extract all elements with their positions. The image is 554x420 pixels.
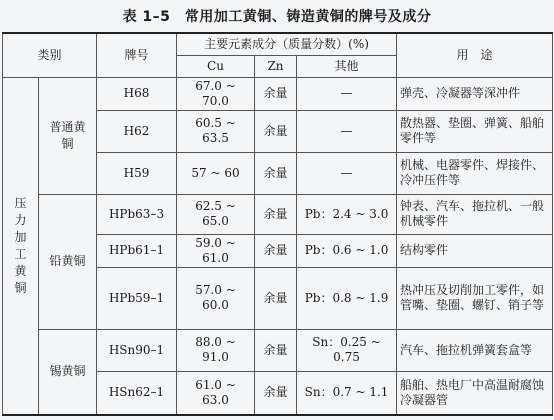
- usage-cell: 弹壳、冷凝器等深冲件: [397, 77, 553, 110]
- usage-cell: 结构零件: [397, 234, 553, 267]
- zn-cell: 余量: [255, 110, 297, 152]
- subgroup-tin: 锡黄铜: [39, 329, 97, 415]
- grade-cell: HPb61–1: [97, 234, 177, 267]
- other-cell: Sn：0.25 ~ 0.75: [297, 329, 397, 371]
- cu-cell: 67.0 ~ 70.0: [177, 77, 255, 110]
- cu-cell: 59.0 ~ 61.0: [177, 234, 255, 267]
- grade-cell: H68: [97, 77, 177, 110]
- zn-cell: 余量: [255, 371, 297, 415]
- header-cu: Cu: [177, 55, 255, 77]
- zn-cell: 余量: [255, 267, 297, 329]
- grade-cell: H62: [97, 110, 177, 152]
- table-caption: 表 1–5 常用加工黄铜、铸造黄铜的牌号及成分: [122, 9, 432, 25]
- usage-cell: 机械、电器零件、焊接件、冷冲压件等: [397, 152, 553, 194]
- header-category: 类别: [3, 33, 97, 77]
- usage-cell: 散热器、垫圈、弹簧、船舶零件等: [397, 110, 553, 152]
- group-label: [3, 77, 39, 415]
- subgroup-ordinary-text: 普通黄 铜: [49, 119, 86, 151]
- cu-cell: 60.5 ~ 63.5: [177, 110, 255, 152]
- other-cell: —: [297, 110, 397, 152]
- grade-cell: HSn90–1: [97, 329, 177, 371]
- cu-cell: 57.0 ~ 60.0: [177, 267, 255, 329]
- table-row: [3, 329, 553, 371]
- usage-cell: 汽车、拖拉机弹簧套盒等: [397, 329, 553, 371]
- grade-cell: HSn62–1: [97, 371, 177, 415]
- brass-grades-table: [2, 32, 553, 416]
- subgroup-ordinary: [39, 77, 97, 194]
- usage-cell: 船舶、热电厂中高温耐腐蚀冷凝器管: [397, 371, 553, 415]
- grade-cell: HPb63–3: [97, 194, 177, 234]
- subgroup-lead: 铅黄铜: [39, 194, 97, 329]
- zn-cell: 余量: [255, 234, 297, 267]
- zn-cell: 余量: [255, 194, 297, 234]
- header-usage: 用 途: [397, 33, 553, 77]
- table-row: [3, 77, 553, 110]
- zn-cell: 余量: [255, 77, 297, 110]
- table-row: [3, 194, 553, 234]
- cu-cell: 62.5 ~ 65.0: [177, 194, 255, 234]
- cu-cell: 88.0 ~ 91.0: [177, 329, 255, 371]
- other-cell: Sn：0.7 ~ 1.1: [297, 371, 397, 415]
- group-label-text: 压 力 加 工 黄 铜: [14, 195, 27, 295]
- header-zn: Zn: [255, 55, 297, 77]
- grade-cell: H59: [97, 152, 177, 194]
- other-cell: Pb：0.8 ~ 1.9: [297, 267, 397, 329]
- header-other: 其他: [297, 55, 397, 77]
- header-composition: 主要元素成分（质量分数）(%): [177, 33, 397, 55]
- grade-cell: HPb59–1: [97, 267, 177, 329]
- zn-cell: 余量: [255, 329, 297, 371]
- cu-cell: 57 ~ 60: [177, 152, 255, 194]
- header-grade: 牌号: [97, 33, 177, 77]
- header-row-1: [3, 33, 553, 55]
- other-cell: —: [297, 77, 397, 110]
- usage-cell: 热冲压及切削加工零件，如管嘴、垫圈、螺钉、销子等: [397, 267, 553, 329]
- other-cell: Pb：2.4 ~ 3.0: [297, 194, 397, 234]
- other-cell: —: [297, 152, 397, 194]
- cu-cell: 61.0 ~ 63.0: [177, 371, 255, 415]
- zn-cell: 余量: [255, 152, 297, 194]
- other-cell: Pb：0.6 ~ 1.0: [297, 234, 397, 267]
- usage-cell: 钟表、汽车、拖拉机、一般机械零件: [397, 194, 553, 234]
